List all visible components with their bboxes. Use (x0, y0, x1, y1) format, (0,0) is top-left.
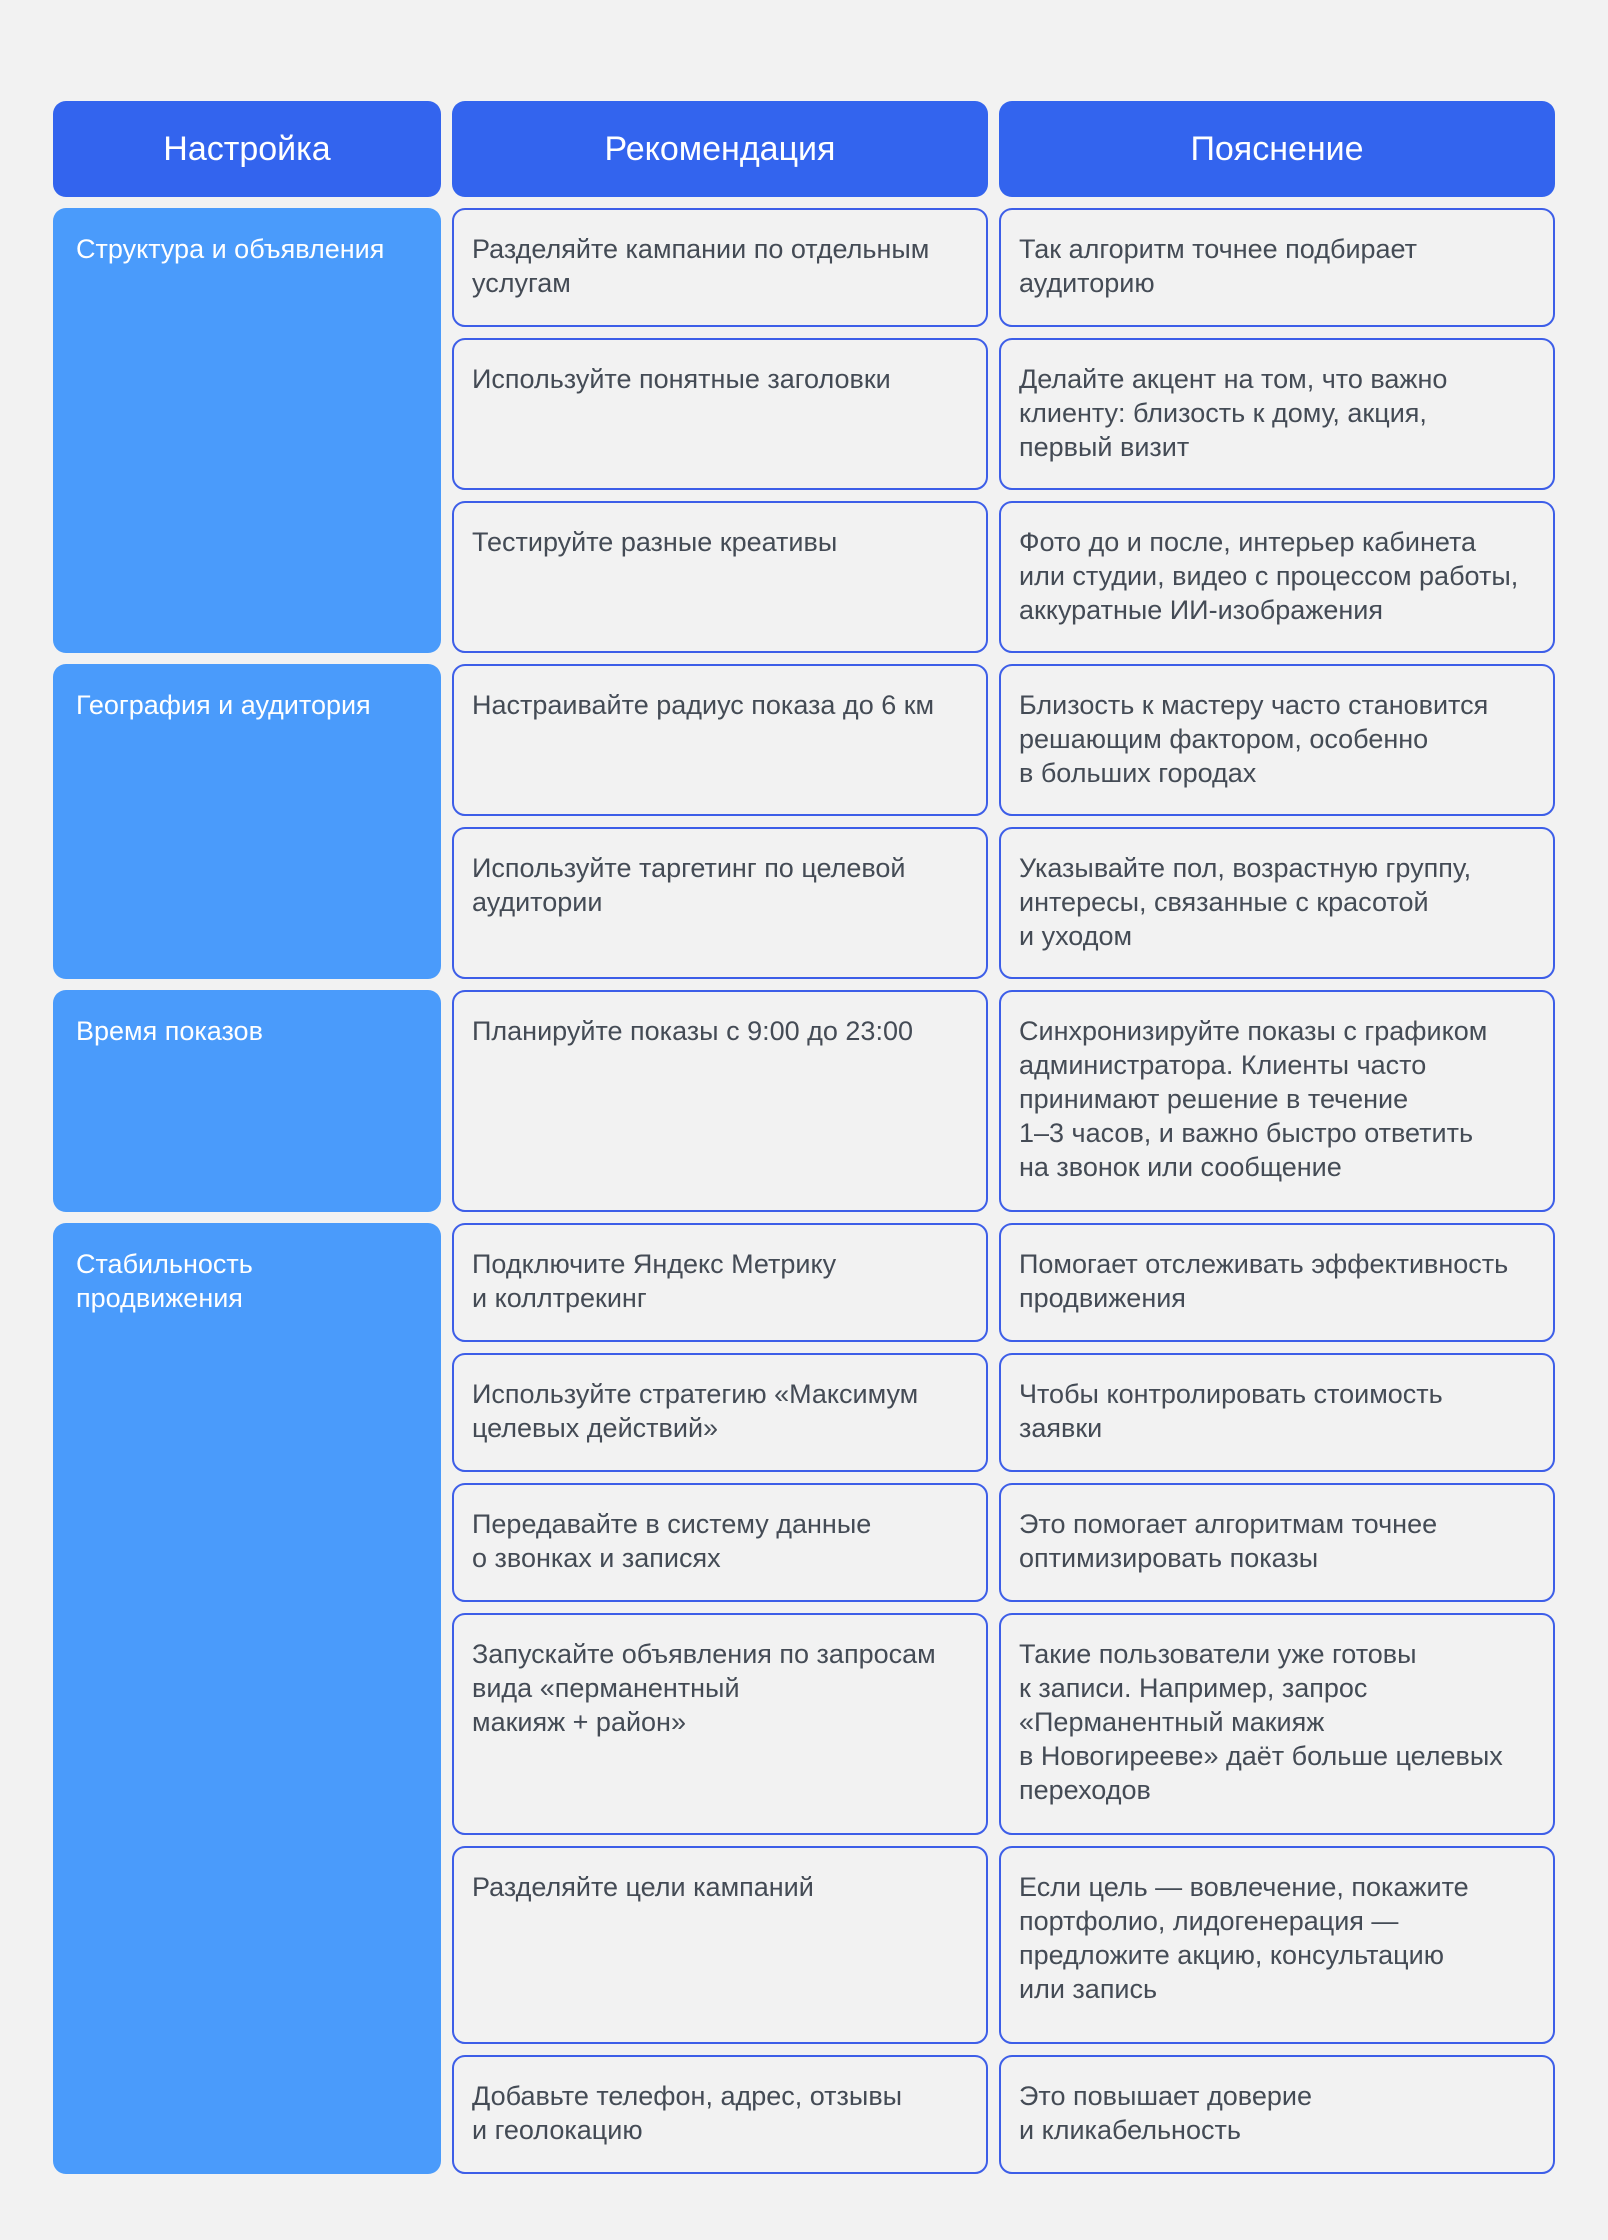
recommendation-text: Настраивайте радиус показа до 6 км (472, 690, 935, 720)
recommendation-text: Разделяйте цели кампаний (472, 1872, 814, 1902)
recommendation-text: Планируйте показы с 9:00 до 23:00 (472, 1016, 913, 1046)
recommendations-table (53, 101, 1555, 2174)
category-cell (53, 664, 441, 979)
explanation-text: Синхронизируйте показы с графиком администратора. Клиенты часто принимают решение в течение 1–3 часов, и важно быстро ответить на звонок или сообщение (1019, 1016, 1488, 1182)
category-cell (53, 208, 441, 653)
header-setting (53, 101, 441, 197)
explanation-cell (999, 990, 1555, 1212)
explanation-cell (999, 1613, 1555, 1835)
category-label: Структура и объявления (76, 234, 385, 264)
recommendation-text: Используйте таргетинг по целевой аудитории (472, 853, 906, 917)
recommendation-cell (452, 208, 988, 327)
recommendation-cell (452, 1353, 988, 1472)
header-label: Пояснение (1190, 129, 1364, 168)
recommendation-text: Разделяйте кампании по отдельным услугам (472, 234, 930, 298)
recommendation-text: Используйте стратегию «Максимум целевых действий» (472, 1379, 919, 1443)
explanation-text: Если цель — вовлечение, покажите портфолио, лидогенерация — предложите акцию, консультацию или запись (1019, 1872, 1469, 2004)
recommendation-cell (452, 1613, 988, 1835)
header-label: Настройка (163, 129, 331, 168)
recommendation-cell (452, 1223, 988, 1342)
explanation-text: Это помогает алгоритмам точнее оптимизировать показы (1019, 1509, 1438, 1573)
recommendation-cell (452, 501, 988, 653)
recommendation-cell (452, 1846, 988, 2044)
recommendation-cell (452, 664, 988, 816)
recommendation-text: Тестируйте разные креативы (472, 527, 838, 557)
explanation-text: Делайте акцент на том, что важно клиенту: близость к дому, акция, первый визит (1019, 364, 1448, 462)
explanation-text: Такие пользователи уже готовы к записи. Например, запрос «Перманентный макияж в Новогирееве» даёт больше целевых переходов (1019, 1639, 1503, 1805)
recommendation-text: Запускайте объявления по запросам вида «перманентный макияж + район» (472, 1639, 936, 1737)
explanation-cell (999, 1483, 1555, 1602)
explanation-cell (999, 1846, 1555, 2044)
recommendation-cell (452, 1483, 988, 1602)
recommendation-cell (452, 990, 988, 1212)
explanation-text: Так алгоритм точнее подбирает аудиторию (1019, 234, 1418, 298)
recommendation-cell (452, 827, 988, 979)
explanation-text: Помогает отслеживать эффективность продвижения (1019, 1249, 1509, 1313)
explanation-text: Близость к мастеру часто становится решающим фактором, особенно в больших городах (1019, 690, 1489, 788)
explanation-cell (999, 208, 1555, 327)
category-label: География и аудитория (76, 690, 371, 720)
explanation-text: Указывайте пол, возрастную группу, интересы, связанные с красотой и уходом (1019, 853, 1472, 951)
recommendation-text: Используйте понятные заголовки (472, 364, 891, 394)
recommendation-cell (452, 2055, 988, 2174)
explanation-cell (999, 664, 1555, 816)
explanation-cell (999, 1223, 1555, 1342)
recommendation-text: Подключите Яндекс Метрику и коллтрекинг (472, 1249, 837, 1313)
header-explanation (999, 101, 1555, 197)
explanation-text: Фото до и после, интерьер кабинета или студии, видео с процессом работы, аккуратные ИИ-изображения (1019, 527, 1519, 625)
recommendation-text: Добавьте телефон, адрес, отзывы и геолокацию (472, 2081, 903, 2145)
explanation-cell (999, 338, 1555, 490)
explanation-cell (999, 2055, 1555, 2174)
explanation-text: Это повышает доверие и кликабельность (1019, 2081, 1312, 2145)
header-label: Рекомендация (604, 129, 836, 168)
recommendation-text: Передавайте в систему данные о звонках и записях (472, 1509, 872, 1573)
category-label: Стабильность продвижения (76, 1249, 253, 1313)
category-cell (53, 1223, 441, 2174)
explanation-cell (999, 827, 1555, 979)
header-recommendation (452, 101, 988, 197)
explanation-cell (999, 501, 1555, 653)
category-label: Время показов (76, 1016, 263, 1046)
explanation-cell (999, 1353, 1555, 1472)
recommendation-cell (452, 338, 988, 490)
category-cell (53, 990, 441, 1212)
explanation-text: Чтобы контролировать стоимость заявки (1019, 1379, 1443, 1443)
